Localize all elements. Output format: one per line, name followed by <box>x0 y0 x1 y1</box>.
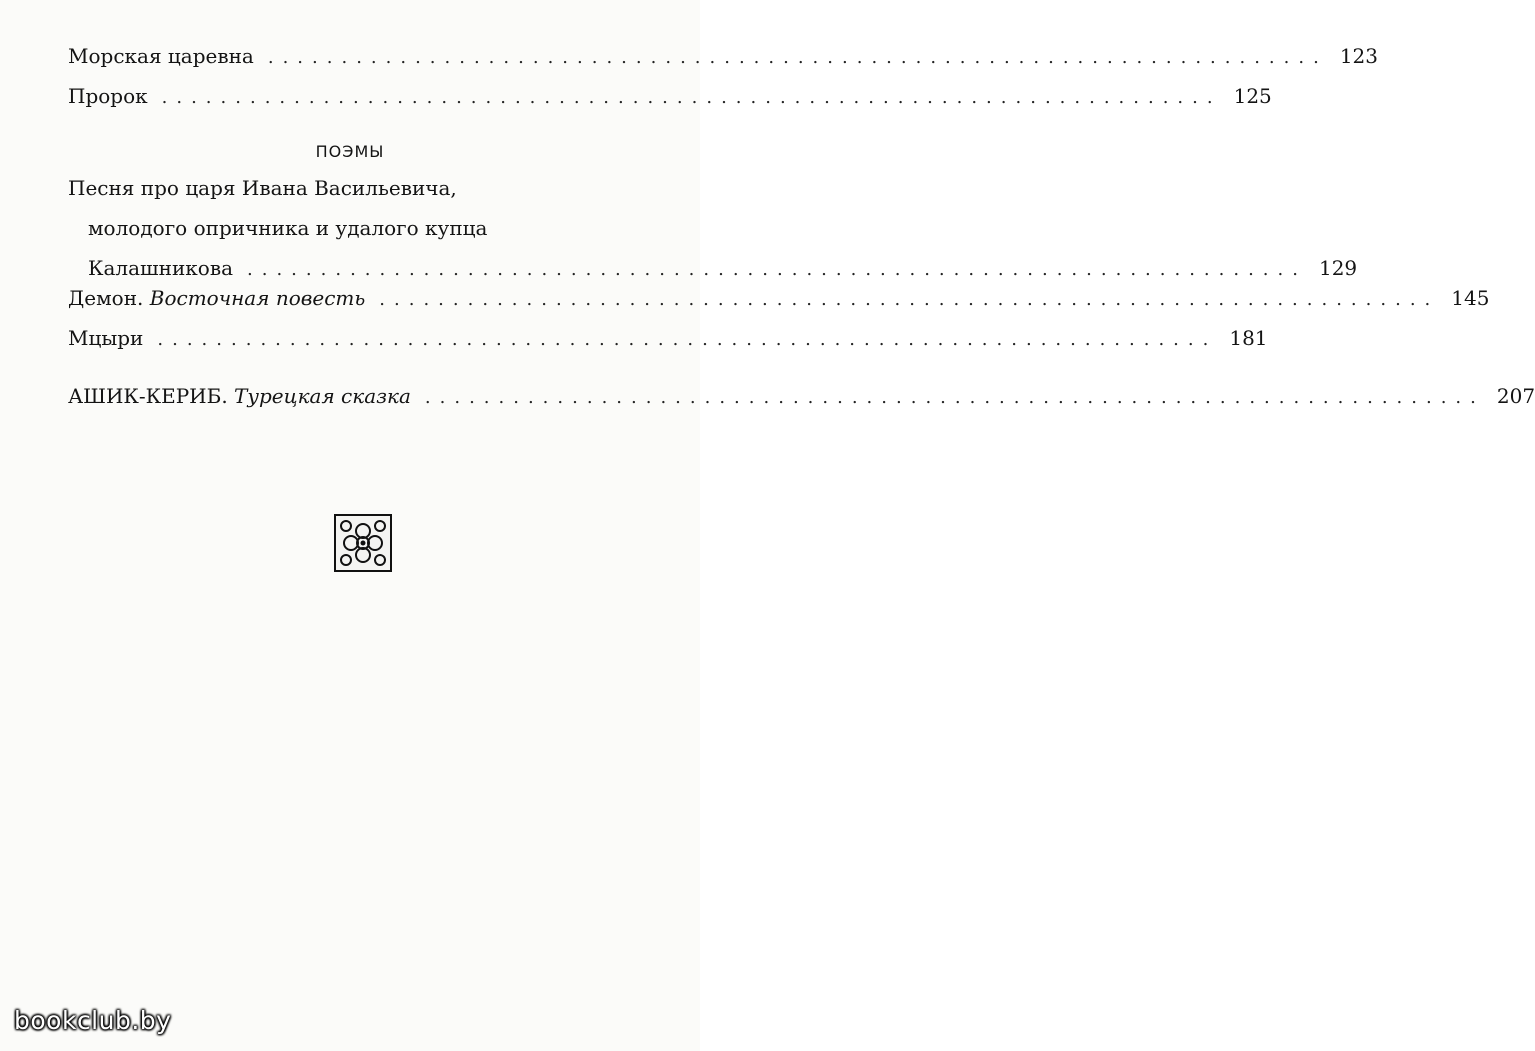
toc-entry-title-main: АШИК-КЕРИБ. <box>68 384 228 408</box>
toc-entry-title-line: молодого опричника и удалого купца <box>88 216 488 240</box>
bleed-through-text <box>60 470 680 490</box>
leader-dots: ........................................................................ <box>379 289 1440 310</box>
leader-dots: ........................................................................ <box>161 87 1222 108</box>
toc-entry-page: 181 <box>1229 326 1268 350</box>
toc-entry[interactable] <box>68 318 1268 358</box>
toc-entry[interactable] <box>68 76 1272 116</box>
leader-dots: ........................................................................ <box>157 329 1218 350</box>
toc-entry[interactable] <box>68 278 1490 318</box>
toc-entry-title: Пророк <box>68 84 148 108</box>
toc-entry-title-line: Песня про царя Ивана Васильевича, <box>68 176 457 200</box>
toc-entry-title: Морская царевна <box>68 44 254 68</box>
section-heading: ПОЭМЫ <box>315 142 385 161</box>
toc-entry-subtitle: Восточная повесть <box>149 286 366 310</box>
toc-entry-page: 207 <box>1496 384 1535 408</box>
toc-entry-title-main: Демон. <box>68 286 144 310</box>
toc-entry-title: Мцыри <box>68 326 144 350</box>
bleed-through-text <box>60 720 680 740</box>
toc-entry-subtitle: Турецкая сказка <box>234 384 411 408</box>
toc-entry-page: 123 <box>1339 44 1379 68</box>
toc-entry-title <box>68 376 411 416</box>
leader-dots: ........................................................................ <box>267 47 1328 68</box>
floral-ornament-icon <box>334 514 392 572</box>
leader-dots: ........................................................................ <box>247 259 1307 280</box>
bleed-through-text <box>60 600 680 620</box>
toc-entry-page: 145 <box>1451 286 1490 310</box>
toc-entry[interactable] <box>68 376 1535 416</box>
toc-entry-title <box>68 278 365 318</box>
toc-entry[interactable] <box>68 168 1358 288</box>
toc-entry-title-line: Калашникова <box>88 256 234 280</box>
toc-entry-page: 129 <box>1318 256 1358 280</box>
leader-dots: ........................................................................ <box>424 387 1485 408</box>
toc-entry[interactable] <box>68 36 1379 76</box>
toc-entry-page: 125 <box>1233 84 1272 108</box>
site-watermark: bookclub.by <box>14 1006 172 1035</box>
